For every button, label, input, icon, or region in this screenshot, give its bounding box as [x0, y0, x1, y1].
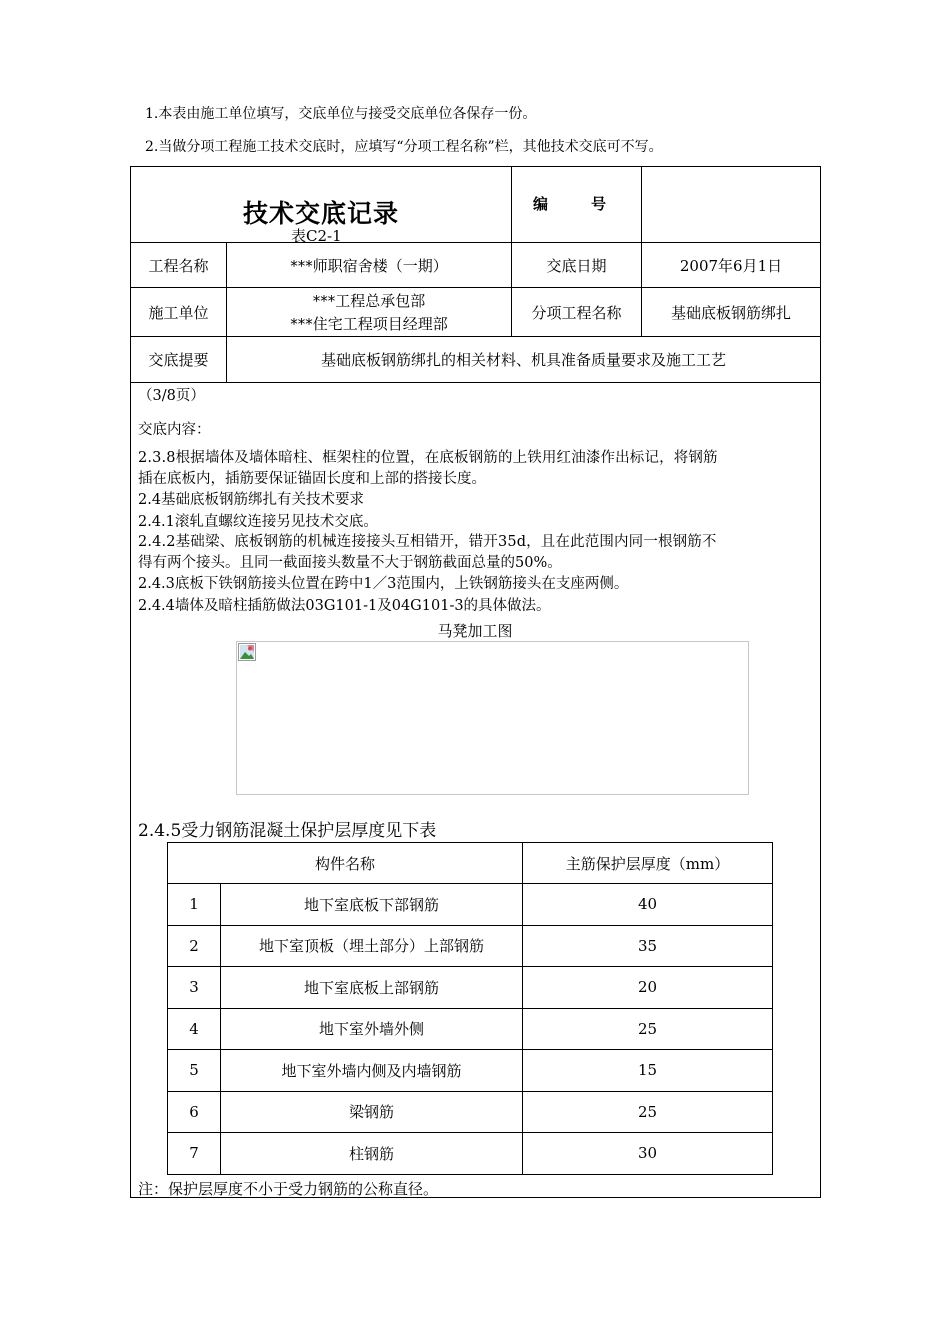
cover-thickness: 40: [523, 884, 773, 926]
summary-label: 交底提要: [131, 337, 227, 383]
subproject-value: 基础底板钢筋绑扎: [642, 288, 821, 337]
paragraph-2-3-8-line-2: 插在底板内，插筋要保证锚固长度和上部的搭接长度。: [138, 471, 486, 487]
component-name: 地下室底板上部钢筋: [221, 967, 523, 1009]
component-name: 地下室底板下部钢筋: [221, 884, 523, 926]
subproject-label: 分项工程名称: [512, 288, 642, 337]
cover-thickness: 35: [523, 925, 773, 967]
contractor-line-1: ***工程总承包部: [312, 292, 426, 310]
paragraph-2-4: 2.4基础底板钢筋绑扎有关技术要求: [138, 492, 365, 508]
row-index: 3: [168, 967, 221, 1009]
table-row: [168, 884, 773, 926]
table-row: [168, 1008, 773, 1050]
contractor-line-2: ***住宅工程项目经理部: [290, 315, 448, 333]
paragraph-2-4-3: 2.4.3底板下铁钢筋接头位置在跨中1／3范围内，上铁钢筋接头在支座两侧。: [138, 576, 629, 592]
row-index: 4: [168, 1008, 221, 1050]
title-cell: [131, 167, 512, 243]
form-title: 技术交底记录: [242, 199, 399, 228]
figure-caption: 马凳加工图: [437, 622, 513, 640]
contractor-value: [227, 288, 512, 337]
row-index: 5: [168, 1050, 221, 1092]
component-name: 地下室顶板（埋土部分）上部钢筋: [221, 925, 523, 967]
project-name-value: ***师职宿舍楼（一期）: [227, 243, 512, 288]
contractor-label: 施工单位: [131, 288, 227, 337]
row-index: 1: [168, 884, 221, 926]
cover-thickness: 15: [523, 1050, 773, 1092]
footnote: 注：保护层厚度不小于受力钢筋的公称直径。: [138, 1180, 439, 1198]
form-number-code: 表C2-1: [291, 227, 342, 245]
page-indicator: （3/8页）: [138, 388, 205, 404]
column-header-thickness: 主筋保护层厚度（mm）: [523, 843, 773, 884]
date-label: 交底日期: [512, 243, 642, 288]
content-label: 交底内容：: [138, 422, 211, 438]
table-row: [168, 967, 773, 1009]
instruction-note-2: 2.当做分项工程施工技术交底时，应填写“分项工程名称”栏，其他技术交底可不写。: [145, 139, 663, 155]
project-name-label: 工程名称: [131, 243, 227, 288]
paragraph-2-4-2-line-2: 得有两个接头。且同一截面接头数量不大于钢筋截面总量的50%。: [138, 555, 562, 571]
paragraph-2-4-5: 2.4.5受力钢筋混凝土保护层厚度见下表: [138, 821, 437, 841]
paragraph-2-4-2-line-1: 2.4.2基础梁、底板钢筋的机械连接接头互相错开，错开35d，且在此范围内同一根钢筋不: [138, 534, 717, 550]
header-table: [130, 166, 821, 383]
table-row: [168, 1050, 773, 1092]
paragraph-2-4-1: 2.4.1滚轧直螺纹连接另见技术交底。: [138, 514, 378, 530]
cover-thickness-table: [167, 842, 773, 1175]
row-index: 6: [168, 1091, 221, 1133]
table-header-row: [168, 843, 773, 884]
figure-placeholder: [236, 641, 749, 795]
date-value: 2007年6月1日: [642, 243, 821, 288]
table-row: [168, 925, 773, 967]
summary-value: 基础底板钢筋绑扎的相关材料、机具准备质量要求及施工工艺: [227, 337, 821, 383]
cover-thickness: 20: [523, 967, 773, 1009]
table-row: [168, 1091, 773, 1133]
number-label: 编 号: [512, 167, 642, 243]
component-name: 梁钢筋: [221, 1091, 523, 1133]
row-index: 7: [168, 1133, 221, 1175]
cover-thickness: 30: [523, 1133, 773, 1175]
cover-thickness: 25: [523, 1008, 773, 1050]
paragraph-2-3-8-line-1: 2.3.8根据墙体及墙体暗柱、框架柱的位置，在底板钢筋的上铁用红油漆作出标记，将钢筋: [138, 450, 718, 466]
cover-thickness: 25: [523, 1091, 773, 1133]
component-name: 地下室外墙外侧: [221, 1008, 523, 1050]
column-header-component: 构件名称: [168, 843, 523, 884]
table-row: [168, 1133, 773, 1175]
component-name: 地下室外墙内侧及内墙钢筋: [221, 1050, 523, 1092]
instruction-note-1: 1.本表由施工单位填写，交底单位与接受交底单位各保存一份。: [145, 106, 537, 122]
component-name: 柱钢筋: [221, 1133, 523, 1175]
row-index: 2: [168, 925, 221, 967]
number-value[interactable]: [642, 167, 821, 243]
broken-image-icon: [238, 643, 256, 661]
paragraph-2-4-4: 2.4.4墙体及暗柱插筋做法03G101-1及04G101-3的具体做法。: [138, 598, 551, 614]
